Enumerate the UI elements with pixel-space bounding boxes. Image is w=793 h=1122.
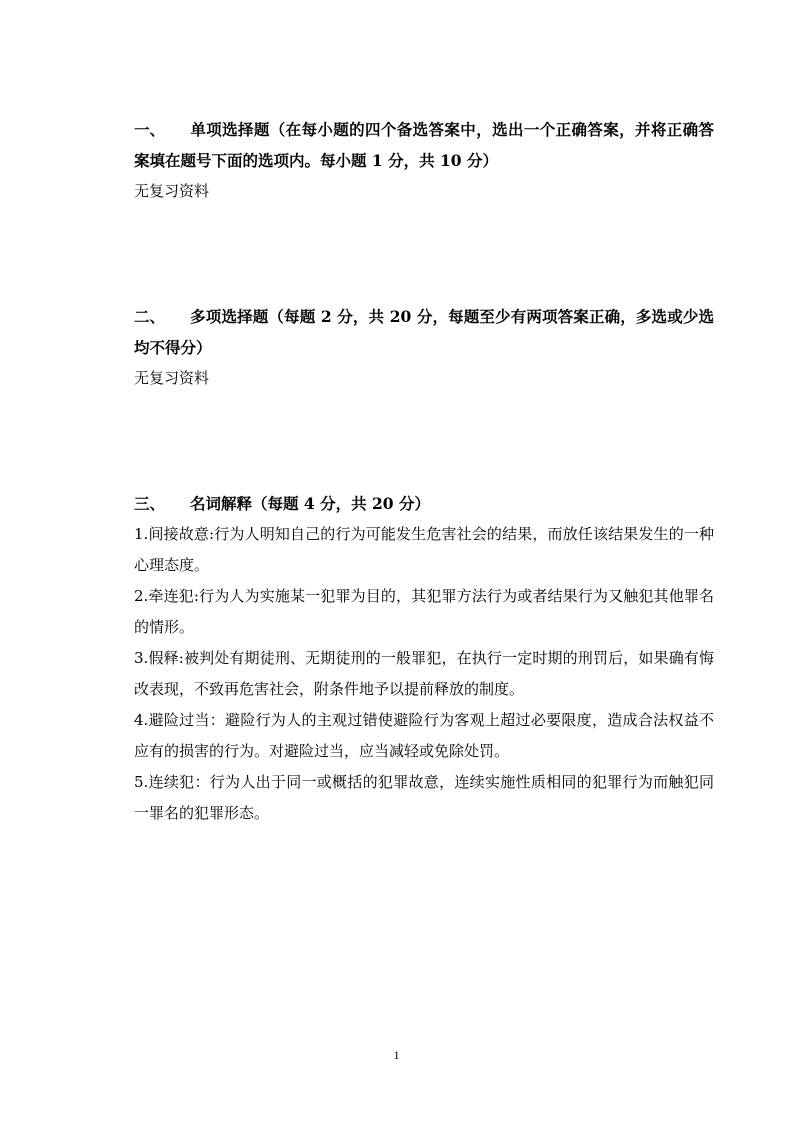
- section-3-heading: [134, 488, 714, 519]
- section-2-title: 多项选择题（每题 2 分，共 20 分，每题至少有两项答案正确，多选或少选均不得分）: [134, 307, 714, 357]
- section-2-number: 二、: [134, 307, 166, 326]
- section-2-heading: [134, 301, 714, 363]
- section-2-body: 无复习资料: [134, 369, 210, 387]
- section-spacer: [134, 394, 714, 488]
- page-number: 1: [393, 1048, 400, 1062]
- section-1-title: 单项选择题（在每小题的四个备选答案中，选出一个正确答案，并将正确答案填在题号下面的选项内。每小题 1 分，共 10 分）: [134, 120, 714, 170]
- document-content: [134, 114, 714, 829]
- section-3-number: 三、: [134, 494, 166, 513]
- section-3-title: 名词解释（每题 4 分，共 20 分）: [190, 494, 430, 513]
- term-definition-3: 3.假释:被判处有期徒刑、无期徒刑的一般罪犯，在执行一定时期的刑罚后，如果确有悔改表现，不致再危害社会，附条件地予以提前释放的制度。: [134, 649, 714, 698]
- term-definition-1: 1.间接故意:行为人明知自己的行为可能发生危害社会的结果，而放任该结果发生的一种心理态度。: [134, 525, 714, 574]
- section-spacer: [134, 207, 714, 301]
- term-definition-4: 4.避险过当：避险行为人的主观过错使避险行为客观上超过必要限度，造成合法权益不应有的损害的行为。对避险过当，应当减轻或免除处罚。: [134, 711, 714, 760]
- section-1-body: 无复习资料: [134, 182, 210, 200]
- section-1-number: 一、: [134, 120, 166, 139]
- term-definition-2: 2.牵连犯:行为人为实施某一犯罪为目的，其犯罪方法行为或者结果行为又触犯其他罪名的情形。: [134, 587, 714, 636]
- term-definition-5: 5.连续犯：行为人出于同一或概括的犯罪故意，连续实施性质相同的犯罪行为而触犯同一罪名的犯罪形态。: [134, 773, 714, 822]
- section-1-heading: [134, 114, 714, 176]
